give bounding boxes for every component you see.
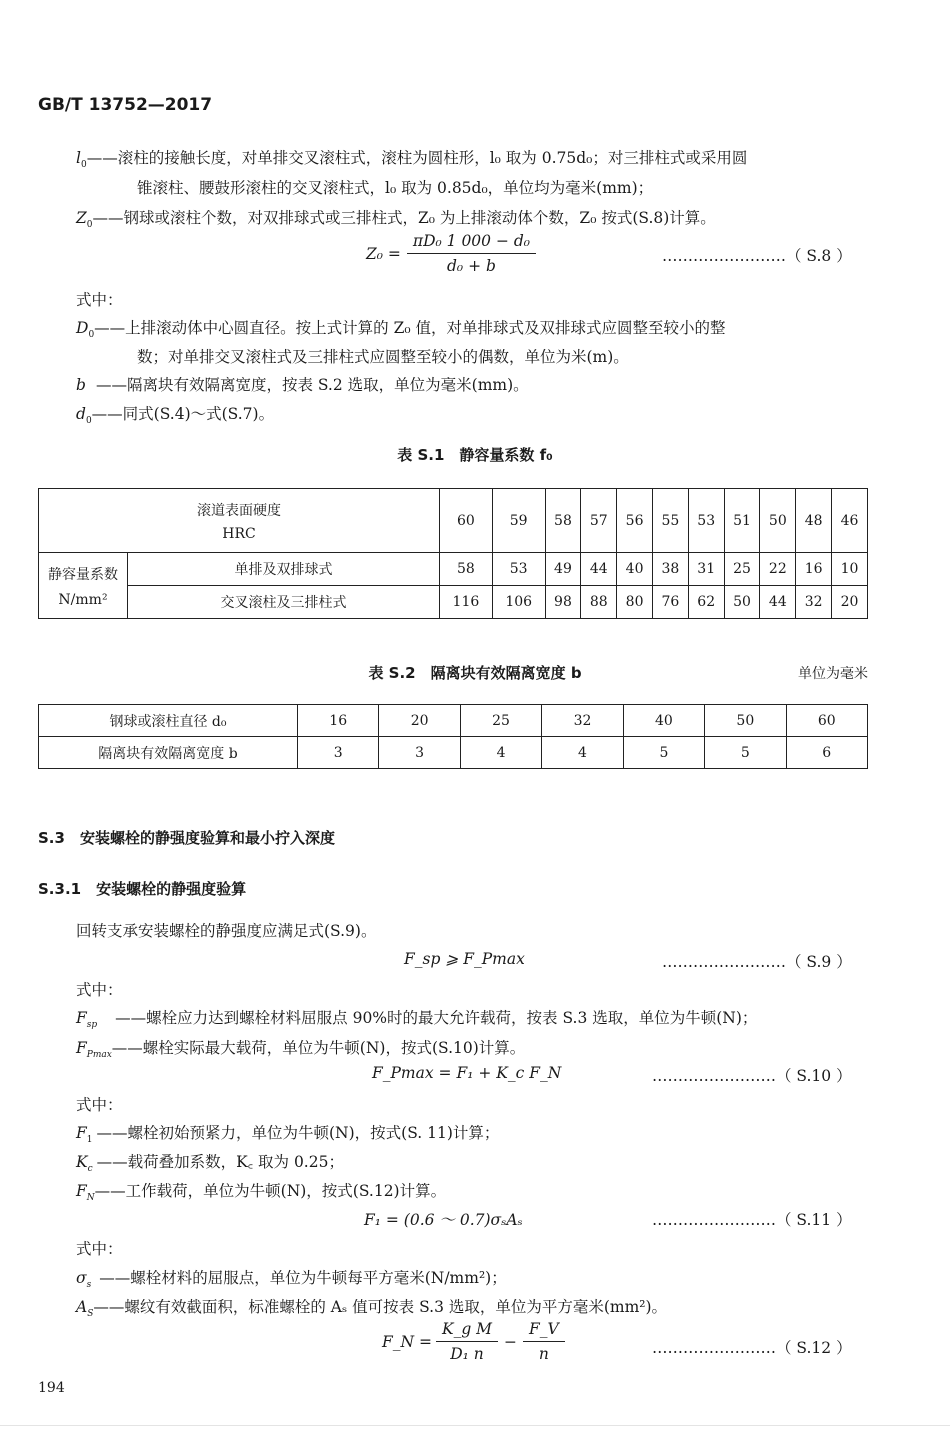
table-cell: 55 — [653, 489, 689, 553]
row-name: 交叉滚柱及三排柱式 — [128, 586, 440, 619]
table-cell: 58 — [440, 553, 493, 586]
table-s2 — [38, 704, 868, 769]
def-sigma: $\sigma_s$ ——螺栓材料的屈服点，单位为牛顿每平方毫米(N/mm²)； — [76, 1269, 507, 1291]
row-name: 隔离块有效隔离宽度 b — [39, 737, 298, 769]
equation-s11: F₁ = (0.6 ～ 0.7)σₛAₛ — [364, 1211, 523, 1229]
label-s12: ……………………（ S.12 ） — [652, 1339, 852, 1357]
table-cell: 5 — [623, 737, 704, 769]
page-number: 194 — [38, 1380, 65, 1396]
label-s9: ……………………（ S.9 ） — [662, 953, 852, 971]
table-cell: 25 — [724, 553, 760, 586]
table-s1 — [38, 488, 868, 619]
def-FPmax: $F_{Pmax}——$螺栓实际最大载荷，单位为牛顿(N)，按式(S.10)计算。 — [76, 1039, 526, 1061]
def-FN: $F_N——$工作载荷，单位为牛顿(N)，按式(S.12)计算。 — [76, 1182, 447, 1204]
table-s1-caption: 表 S.1 静容量系数 f₀ — [397, 446, 553, 464]
table-cell: 59 — [492, 489, 545, 553]
row-name: 钢球或滚柱直径 d₀ — [39, 705, 298, 737]
table-cell: 116 — [440, 586, 493, 619]
symbol-l0: l — [76, 149, 81, 167]
table-cell: 4 — [460, 737, 541, 769]
def-d0: $d_0——$同式(S.4)～式(S.7)。 — [76, 405, 275, 427]
table-cell: 50 — [724, 586, 760, 619]
def-D0: $D_0——$上排滚动体中心圆直径。按上式计算的 Z₀ 值，对单排球式及双排球式应圆整至较小的整 — [76, 319, 726, 341]
table-cell: 20 — [379, 705, 460, 737]
label-s11: ……………………（ S.11 ） — [652, 1211, 852, 1229]
table-cell: 80 — [617, 586, 653, 619]
table-cell: 53 — [492, 553, 545, 586]
table-cell: 31 — [688, 553, 724, 586]
equation-s12: F_N = $\frac{\text{K\_g M}}{\text{D₁ n}}$ − $\frac{F\_V}{n}$ — [382, 1320, 565, 1363]
table-cell: 10 — [832, 553, 868, 586]
fraction-s12-a: $\frac{\text{K\_g M}}{\text{D₁ n}}$ — [436, 1320, 498, 1363]
def-l0: $l_0——$滚柱的接触长度，对单排交叉滚柱式，滚柱为圆柱形，l₀ 取为 0.75d₀；对三排柱式或采用圆 — [76, 149, 748, 171]
table-cell: 5 — [705, 737, 786, 769]
table-cell: 106 — [492, 586, 545, 619]
table-row — [39, 553, 868, 586]
table-s2-caption: 表 S.2 隔离块有效隔离宽度 b — [368, 664, 582, 682]
table-cell: 4 — [542, 737, 623, 769]
table-cell: 76 — [653, 586, 689, 619]
table-cell: 40 — [617, 553, 653, 586]
def-b: b ——隔离块有效隔离宽度，按表 S.2 选取，单位为毫米(mm)。 — [76, 376, 529, 394]
table-cell: 3 — [298, 737, 379, 769]
label-s10: ……………………（ S.10 ） — [652, 1067, 852, 1085]
label-s8: ……………………（ S.8 ） — [662, 247, 852, 265]
table-cell: 38 — [653, 553, 689, 586]
table-cell: 25 — [460, 705, 541, 737]
def-z0: $Z_0——$钢球或滚柱个数，对双排球式或三排柱式，Z₀ 为上排滚动体个数，Z₀ 按式(S.8)计算。 — [76, 209, 716, 231]
table-cell: 58 — [545, 489, 581, 553]
table-cell: 40 — [623, 705, 704, 737]
table-cell: 20 — [832, 586, 868, 619]
table-s2-unit: 单位为毫米 — [798, 666, 868, 682]
where-label: 式中： — [76, 291, 123, 309]
where-label: 式中： — [76, 1240, 123, 1258]
table-row — [39, 489, 868, 553]
section-s3-title: S.3 安装螺栓的静强度验算和最小拧入深度 — [38, 829, 335, 847]
table-cell: 60 — [786, 705, 867, 737]
table-cell: 22 — [760, 553, 796, 586]
table-cell: 32 — [796, 586, 832, 619]
def-Fsp: $F_{sp}$ ——螺栓应力达到螺栓材料屈服点 90%时的最大允许载荷，按表 S.3 选取，单位为牛顿(N)； — [76, 1009, 758, 1031]
table-cell: 16 — [298, 705, 379, 737]
table-cell: 16 — [796, 553, 832, 586]
table-cell: 3 — [379, 737, 460, 769]
page-bottom-rule — [0, 1425, 950, 1426]
equation-s8: Z₀ = $\frac{\text{πD₀ 1 000 − d₀}}{\text{d₀ + b}}$ — [366, 232, 536, 275]
fraction-s8: $\frac{\text{πD₀ 1 000 − d₀}}{\text{d₀ + b}}$ — [407, 232, 536, 275]
equation-s10: F_Pmax = F₁ + K_c F_N — [372, 1064, 562, 1082]
row-group-label: 静容量系数 N/mm² — [39, 553, 128, 619]
fraction-s12-b: $\frac{F\_V}{n}$ — [523, 1320, 565, 1363]
def-F1: $F_1$ ——螺栓初始预紧力，单位为牛顿(N)，按式(S. 11)计算； — [76, 1124, 500, 1146]
table-cell: 48 — [796, 489, 832, 553]
table-cell: 88 — [581, 586, 617, 619]
table-cell: 62 — [688, 586, 724, 619]
table-cell: 60 — [440, 489, 493, 553]
where-label: 式中： — [76, 1096, 123, 1114]
table-cell: 57 — [581, 489, 617, 553]
def-Kc: $K_c$ ——载荷叠加系数，K꜀ 取为 0.25； — [76, 1153, 344, 1175]
table-cell: 56 — [617, 489, 653, 553]
def-As: $A_S——$螺纹有效截面积，标准螺栓的 Aₛ 值可按表 S.3 选取，单位为平方毫米(mm²)。 — [76, 1298, 668, 1320]
def-D0-cont: 数；对单排交叉滚柱式及三排柱式应圆整至较小的偶数，单位为米(m)。 — [137, 348, 629, 366]
table-row — [39, 737, 868, 769]
table-cell: 53 — [688, 489, 724, 553]
def-l0-cont: 锥滚柱、腰鼓形滚柱的交叉滚柱式，l₀ 取为 0.85d₀，单位均为毫米(mm)； — [137, 179, 654, 197]
table-row — [39, 586, 868, 619]
table-cell: 44 — [760, 586, 796, 619]
table-cell: 44 — [581, 553, 617, 586]
where-label: 式中： — [76, 981, 123, 999]
table-row — [39, 705, 868, 737]
equation-s9: F_sp ⩾ F_Pmax — [404, 950, 525, 968]
table-cell: 98 — [545, 586, 581, 619]
table-cell: 50 — [760, 489, 796, 553]
table-cell: 46 — [832, 489, 868, 553]
table-cell: 6 — [786, 737, 867, 769]
table-cell: 32 — [542, 705, 623, 737]
table-header-cell: 滚道表面硬度 HRC — [39, 489, 440, 553]
standard-code: GB/T 13752—2017 — [38, 95, 213, 115]
row-name: 单排及双排球式 — [128, 553, 440, 586]
table-cell: 51 — [724, 489, 760, 553]
table-cell: 50 — [705, 705, 786, 737]
section-intro: 回转支承安装螺栓的静强度应满足式(S.9)。 — [76, 922, 377, 940]
table-cell: 49 — [545, 553, 581, 586]
section-s31-title: S.3.1 安装螺栓的静强度验算 — [38, 880, 247, 898]
